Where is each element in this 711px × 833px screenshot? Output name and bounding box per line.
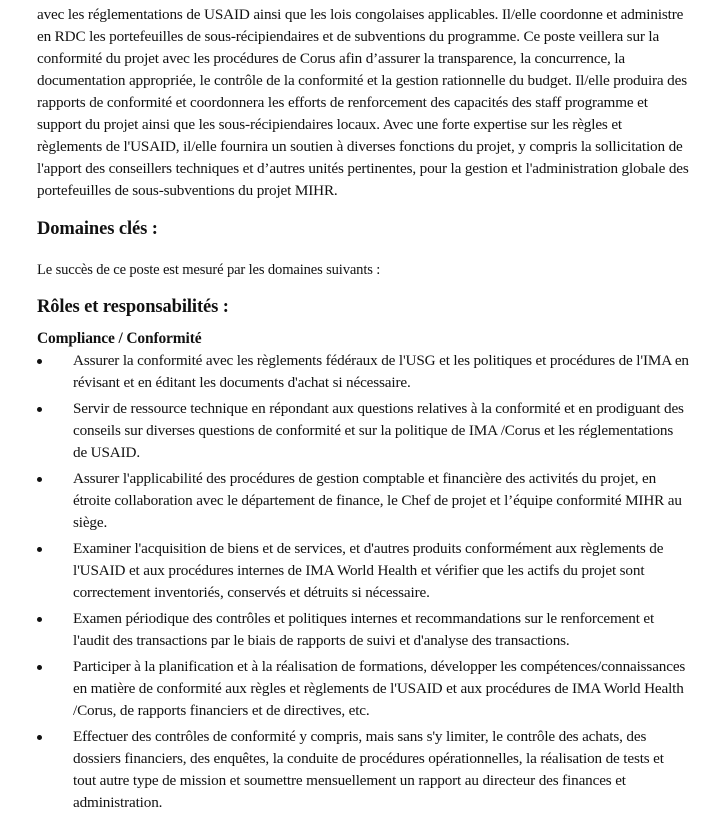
key-areas-intro: Le succès de ce poste est mesuré par les domaines suivants : xyxy=(37,262,381,278)
bullet-icon xyxy=(37,665,42,670)
compliance-list xyxy=(37,350,689,814)
list-item-text: Assurer l'applicabilité des procédures de gestion comptable et financière des activités du projet, en étroite collaboration avec le département de finance, le Chef de projet et l’équipe conformité MIHR au siège. xyxy=(73,470,682,531)
bullet-icon xyxy=(37,735,42,740)
list-item xyxy=(37,398,689,464)
bullet-icon xyxy=(37,359,42,364)
key-areas-heading: Domaines clés : xyxy=(37,219,158,239)
list-item-text: Examen périodique des contrôles et politiques internes et recommandations sur le renforcement et l'audit des transactions par le biais de rapports de suivi et d'analyse des transactions. xyxy=(73,610,655,649)
list-item-text: Effectuer des contrôles de conformité y compris, mais sans s'y limiter, le contrôle des achats, des dossiers financiers, des enquêtes, la conduite de procédures opérationnelles, la réalisation de tests et tout autre type de mission et soumettre mensuellement un rapport au directeur des finances et administration. xyxy=(73,728,664,811)
opening-paragraph: avec les réglementations de USAID ainsi que les lois congolaises applicables. Il/elle coordonne et administre en RDC les portefeuilles de sous-récipiendaires et de subventions du programme. Ce poste veillera sur la conformité du projet avec les procédures de Corus afin d’assurer la transparence, la concurrence, la documentation appropriée, le contrôle de la conformité et la gestion rationnelle du budget. Il/elle produira des rapports de conformité et coordonnera les efforts de renforcement des capacités des staff programme et support du projet ainsi que les sous-récipiendaires locaux. Avec une forte expertise sur les règles et règlements de l'USAID, il/elle fournira un soutien à diverses fonctions du projet, y compris la sollicitation de l'apport des conseillers techniques et d’autres unités pertinentes, pour la gestion et l'administration globale des portefeuilles de sous-subventions du projet MIHR. xyxy=(37,6,689,199)
list-item-text: Assurer la conformité avec les règlements fédéraux de l'USG et les politiques et procédures de l'IMA en révisant et en éditant les documents d'achat si nécessaire. xyxy=(73,352,689,391)
bullet-icon xyxy=(37,477,42,482)
list-item xyxy=(37,468,689,534)
bullet-icon xyxy=(37,617,42,622)
roles-heading: Rôles et responsabilités : xyxy=(37,297,229,317)
list-item-text: Participer à la planification et à la réalisation de formations, développer les compétences/connaissances en matière de conformité aux règles et règlements de l'USAID et aux procédures de IMA World Health /Corus, de rapports financiers et de directives, etc. xyxy=(73,658,686,719)
list-item xyxy=(37,656,689,722)
list-item-text: Examiner l'acquisition de biens et de services, et d'autres produits conformément aux règlements de l'USAID et aux procédures internes de IMA World Health et vérifier que les actifs du projet sont correctement inventoriés, conservés et détruits si nécessaire. xyxy=(73,540,664,601)
bullet-icon xyxy=(37,407,42,412)
list-item xyxy=(37,608,689,652)
compliance-heading: Compliance / Conformité xyxy=(37,330,202,347)
list-item-text: Servir de ressource technique en répondant aux questions relatives à la conformité et en prodiguant des conseils sur diverses questions de conformité et sur la politique de IMA /Corus et les réglementations de USAID. xyxy=(73,400,684,461)
bullet-icon xyxy=(37,547,42,552)
list-item xyxy=(37,538,689,604)
list-item xyxy=(37,350,689,394)
list-item xyxy=(37,726,689,814)
